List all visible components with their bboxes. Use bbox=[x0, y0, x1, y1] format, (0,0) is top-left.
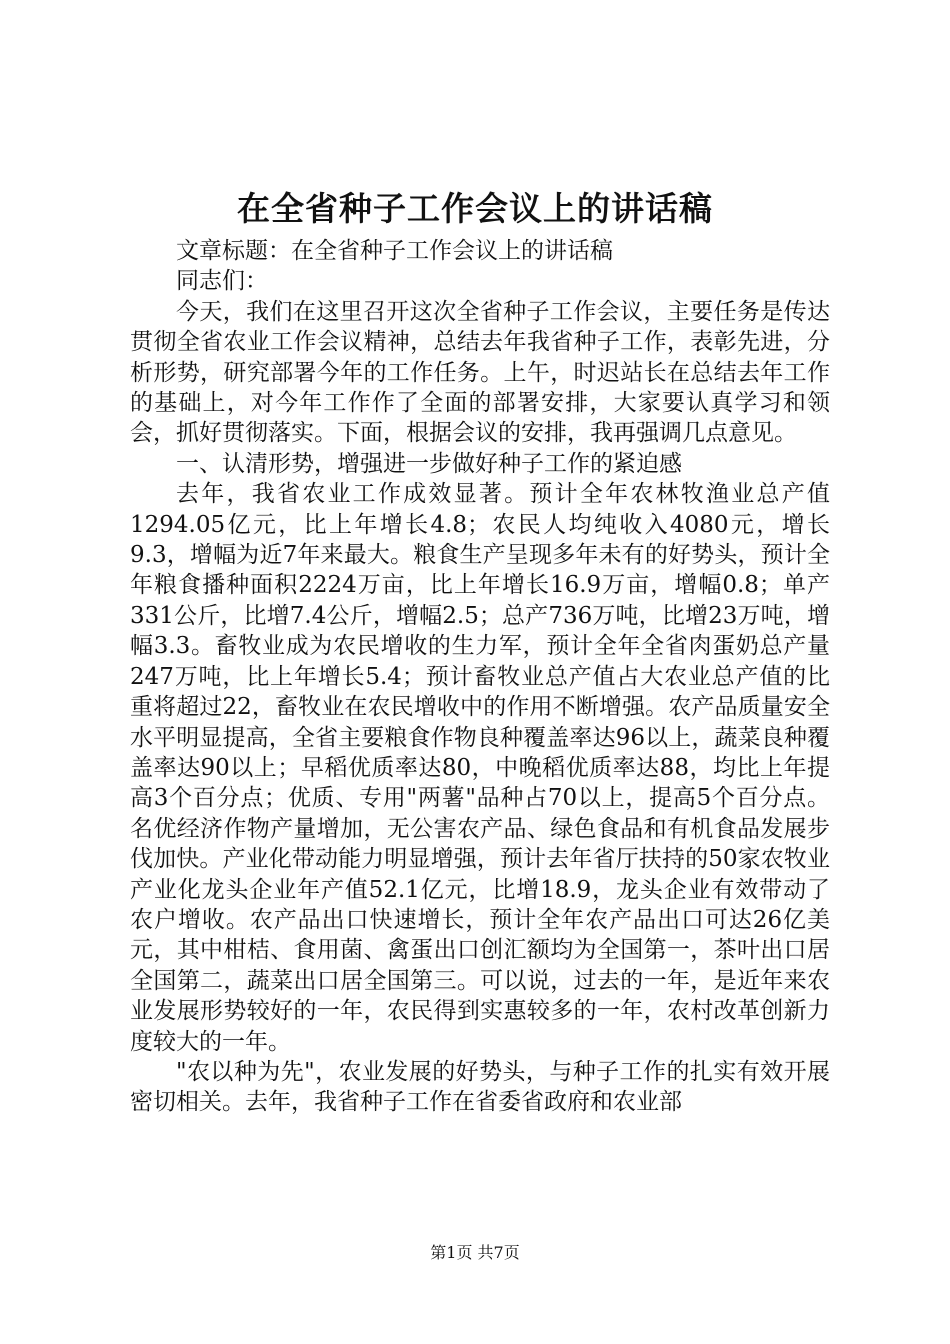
paragraph-achievements: 去年，我省农业工作成效显著。预计全年农林牧渔业总产值1294.05亿元，比上年增长4.8；农民人均纯收入4080元，增长9.3，增幅为近7年来最大。粮食生产呈现多年未有的好势头，预计全年粮食播种面积2224万亩，比上年增长16.9万亩，增幅0.8；单产331公斤，比增7.4公斤，增幅2.5；总产736万吨，比增23万吨，增幅3.3。畜牧业成为农民增收的生力军，预计全年全省肉蛋奶总产量247万吨，比上年增长5.4；预计畜牧业总产值占大农业总产值的比重将超过22，畜牧业在农民增收中的作用不断增强。农产品质量安全水平明显提高，全省主要粮食作物良种覆盖率达96以上，蔬菜良种覆盖率达90以上；早稻优质率达80，中晚稻优质率达88，均比上年提高3个百分点；优质、专用"两薯"品种占70以上，提高5个百分点。名优经济作物产量增加，无公害农产品、绿色食品和有机食品发展步伐加快。产业化带动能力明显增强，预计去年省厅扶持的50家农牧业产业化龙头企业年产值52.1亿元，比增18.9，龙头企业有效带动了农户增收。农产品出口快速增长，预计全年农产品出口可达26亿美元，其中柑桔、食用菌、禽蛋出口创汇额均为全国第一，茶叶出口居全国第二，蔬菜出口居全国第三。可以说，过去的一年，是近年来农业发展形势较好的一年，农民得到实惠较多的一年，农村改革创新力度较大的一年。 bbox=[130, 481, 830, 1055]
document-body bbox=[130, 236, 830, 1118]
paragraph-seed-work: "农以种为先"，农业发展的好势头，与种子工作的扎实有效开展密切相关。去年，我省种子工作在省委省政府和农业部 bbox=[130, 1058, 830, 1116]
article-title-line: 文章标题：在全省种子工作会议上的讲话稿 bbox=[176, 238, 613, 264]
paragraph-intro: 今天，我们在这里召开这次全省种子工作会议，主要任务是传达贯彻全省农业工作会议精神，总结去年我省种子工作，表彰先进，分析形势，研究部署今年的工作任务。上午，时迟站长在总结去年工作的基础上，对今年工作作了全面的部署安排，大家要认真学习和领会，抓好贯彻落实。下面，根据会议的安排，我再强调几点意见。 bbox=[130, 298, 830, 447]
document-title: 在全省种子工作会议上的讲话稿 bbox=[237, 189, 713, 228]
page-number: 第1页 共7页 bbox=[430, 1243, 520, 1262]
section-heading-1: 一、认清形势，增强进一步做好种子工作的紧迫感 bbox=[176, 450, 682, 477]
salutation: 同志们： bbox=[176, 268, 268, 295]
